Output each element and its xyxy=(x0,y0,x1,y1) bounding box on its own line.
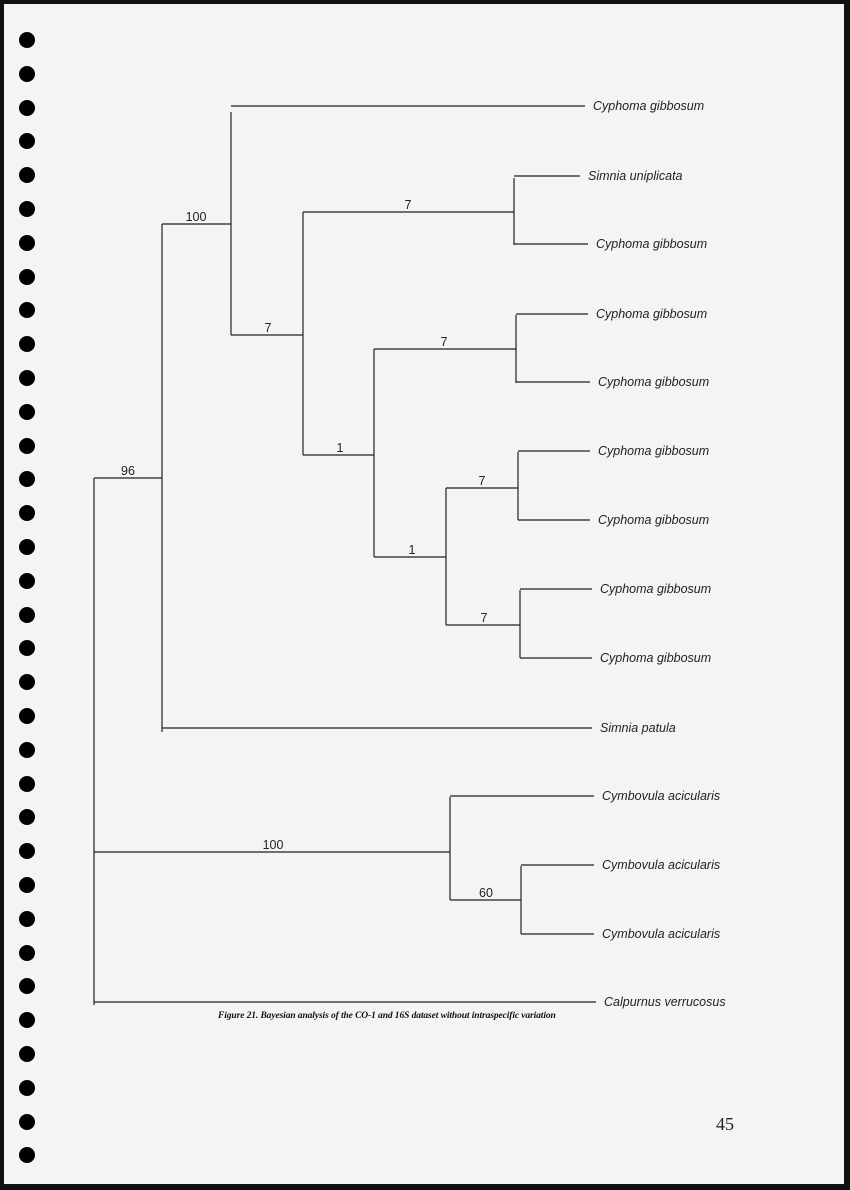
tree-branches xyxy=(94,106,596,1005)
leaf-label: Cyphoma gibbosum xyxy=(596,237,708,251)
figure-caption: Figure 21. Bayesian analysis of the CO-1 and 16S dataset without intraspecific variation xyxy=(218,1011,556,1021)
leaf-label: Cyphoma gibbosum xyxy=(600,651,712,665)
leaf-label: Cymbovula acicularis xyxy=(602,927,721,941)
page-number: 45 xyxy=(716,1114,734,1134)
support-value: 1 xyxy=(336,441,344,455)
leaf-label: Cyphoma gibbosum xyxy=(593,99,705,113)
support-value: 100 xyxy=(185,210,207,224)
leaf-label: Cymbovula acicularis xyxy=(602,858,721,872)
leaf-label: Simnia patula xyxy=(600,721,676,735)
leaf-label: Cyphoma gibbosum xyxy=(596,307,708,321)
leaf-label: Cyphoma gibbosum xyxy=(598,375,710,389)
support-value: 7 xyxy=(404,198,412,212)
support-value: 96 xyxy=(121,464,135,478)
leaf-label: Calpurnus verrucosus xyxy=(604,995,726,1009)
support-value: 60 xyxy=(479,886,493,900)
leaf-label: Cyphoma gibbosum xyxy=(598,513,710,527)
leaf-label: Simnia uniplicata xyxy=(588,169,683,183)
support-value: 1 xyxy=(408,543,416,557)
leaf-label: Cyphoma gibbosum xyxy=(598,444,710,458)
leaf-label: Cymbovula acicularis xyxy=(602,789,721,803)
support-value: 7 xyxy=(264,321,272,335)
support-value: 7 xyxy=(478,474,486,488)
tree-labels xyxy=(121,99,726,1009)
leaf-label: Cyphoma gibbosum xyxy=(600,582,712,596)
support-value: 7 xyxy=(440,335,448,349)
support-value: 100 xyxy=(262,838,284,852)
support-value: 7 xyxy=(480,611,488,625)
